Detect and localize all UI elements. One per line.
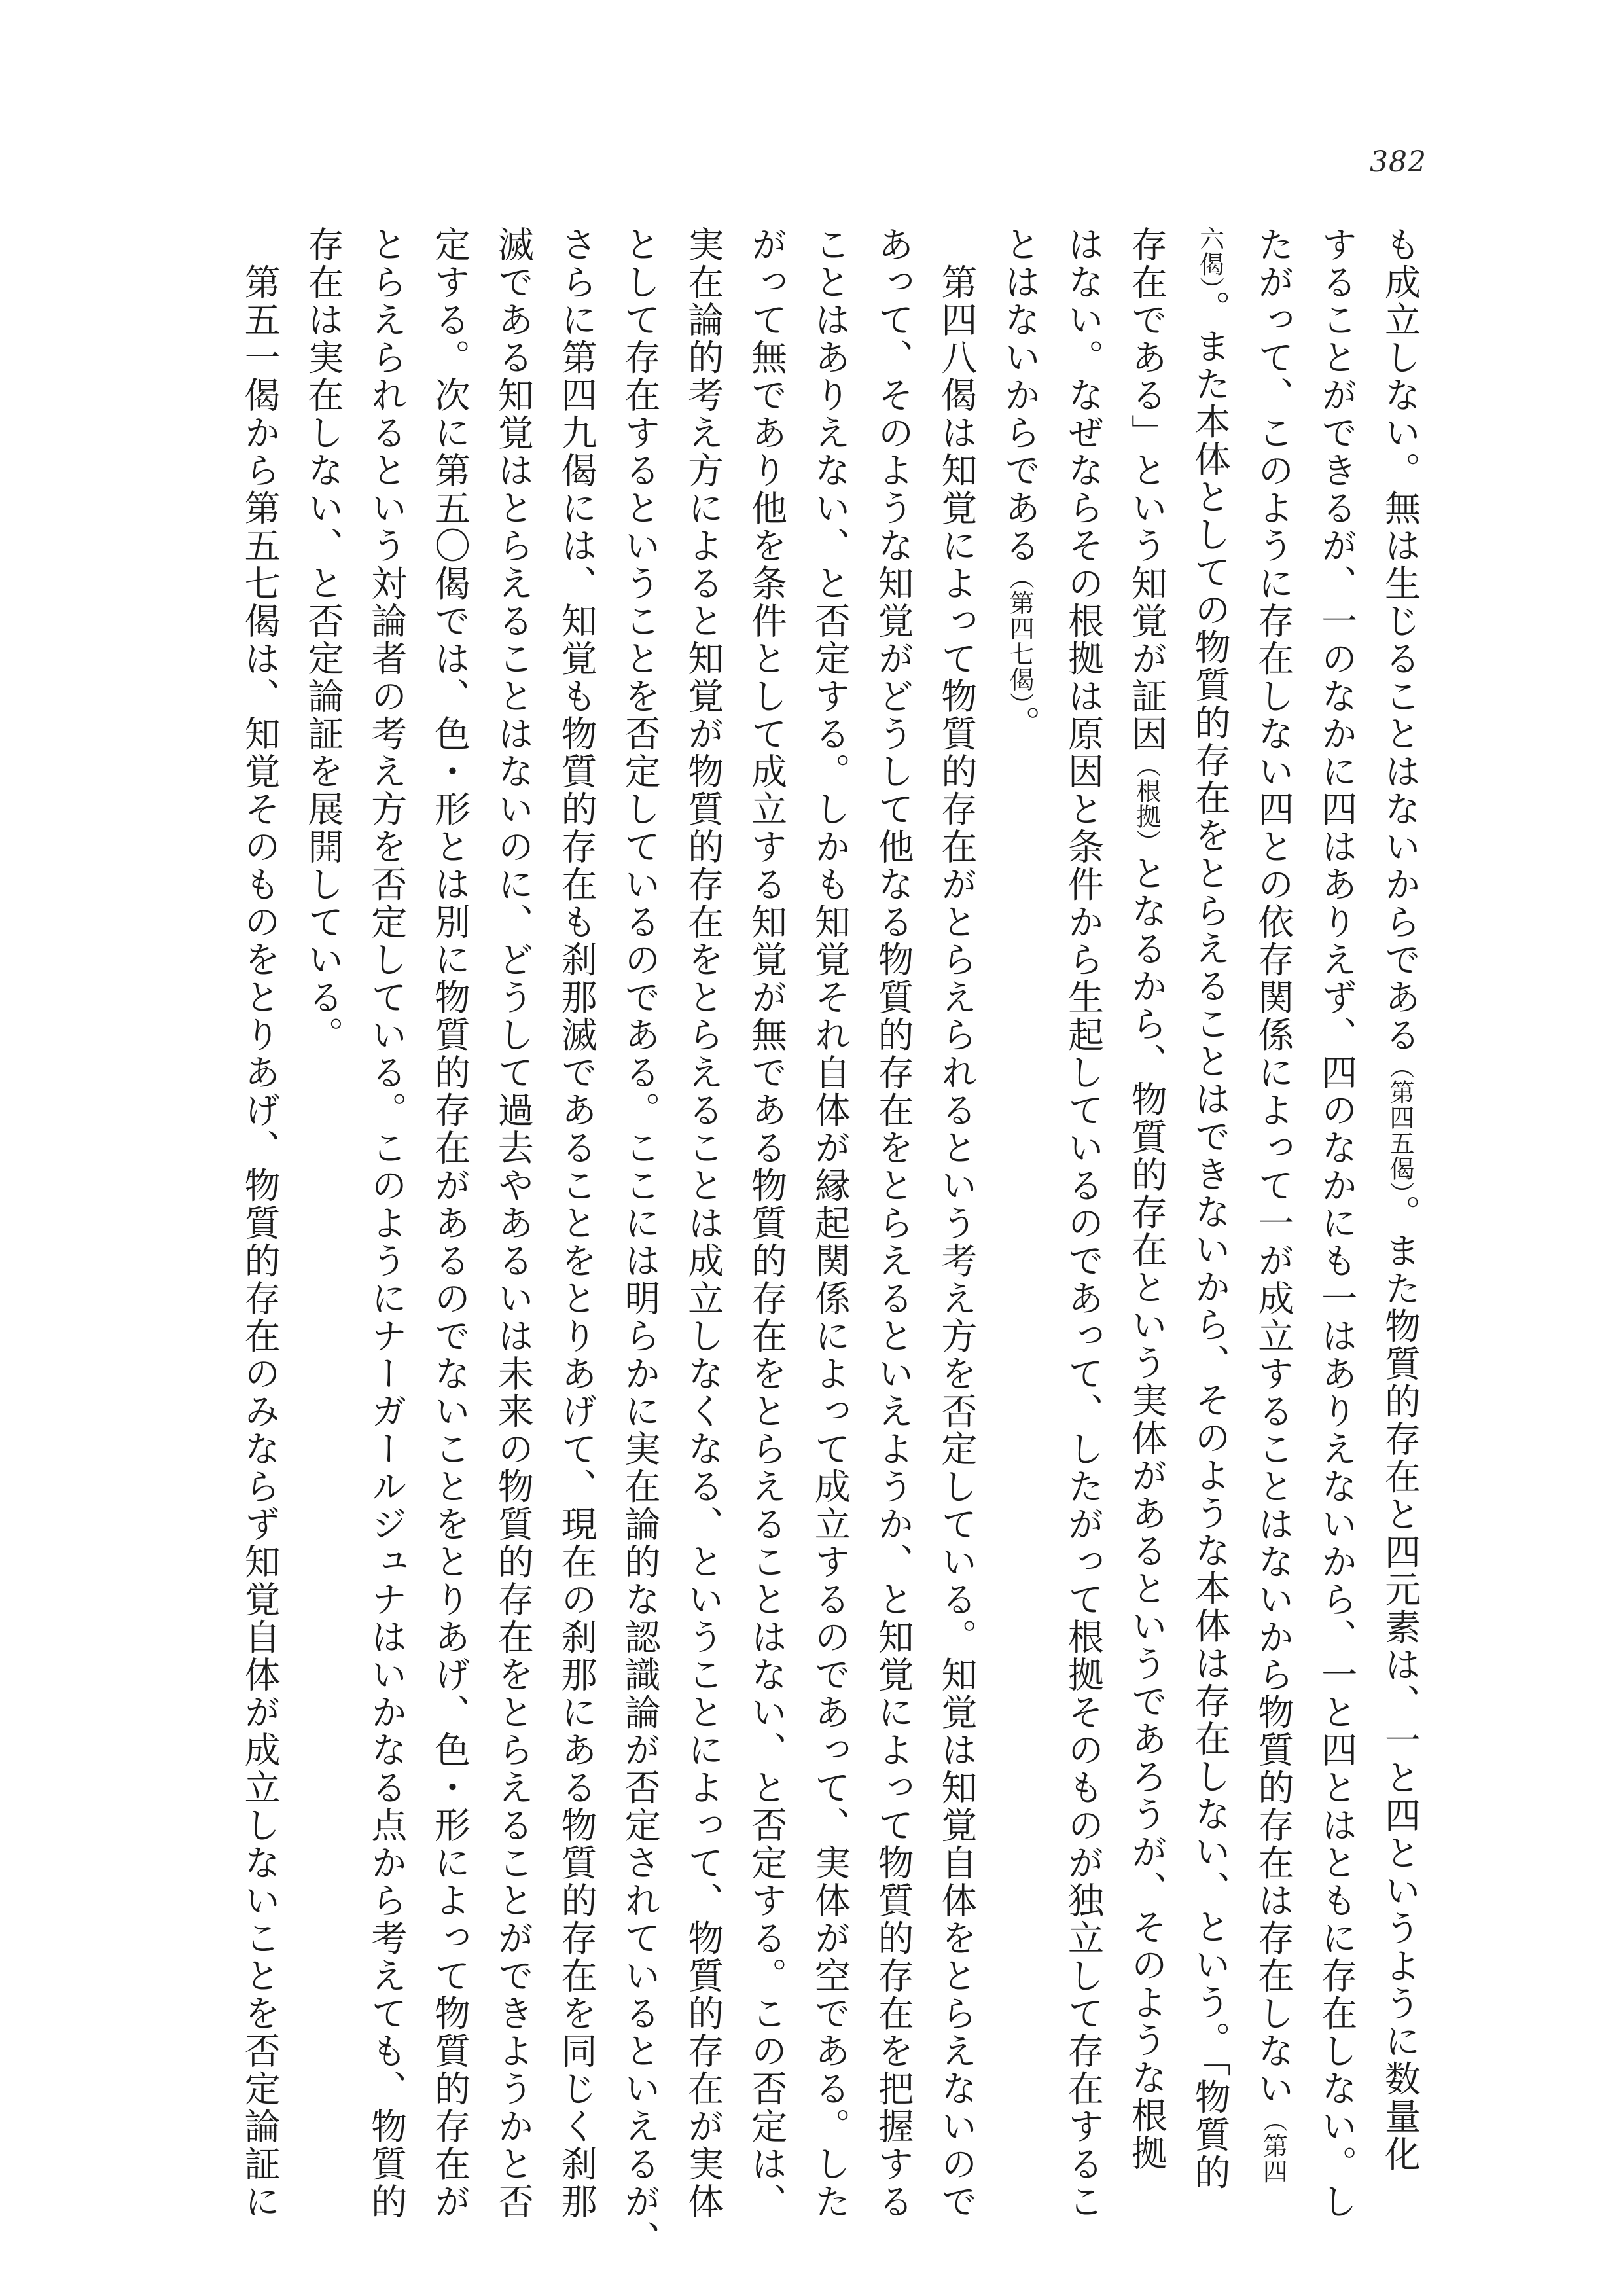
line-text: 第五一偈から第五七偈は、知覚そのものをとりあげ、物質的存在のみならず知覚自体が成立しないことを否定論証に — [238, 226, 281, 2221]
line-text: 実在論的考え方によると知覚が物質的存在をとらえることは成立しなくなる、ということによって、物質的存在が実体 — [682, 226, 724, 2221]
vertical-text-block — [196, 226, 1427, 2258]
line-text: たがって、このように存在しない四との依存関係によって一が成立することはないから物質的存在は存在しない — [1252, 226, 1294, 2108]
text-line — [486, 226, 540, 2221]
line-text: がって無であり他を条件として成立する知覚が無である物質的存在をとらえることはない、と否定する。この否定は、 — [745, 226, 788, 2221]
text-line — [1056, 226, 1110, 2221]
line-text: することができるが、一のなかに四はありえず、四のなかにも一はありえないから、一と四とはともに存在しない。し — [1315, 226, 1358, 2221]
line-text: ことはありえない、と否定する。しかも知覚それ自体が縁起関係によって成立するのであって、実体が空である。した — [808, 226, 851, 2221]
text-line — [993, 226, 1046, 1993]
text-line — [1246, 226, 1300, 2184]
text-line — [929, 226, 983, 2221]
line-text: 。また物質的存在と四元素は、一と四というように数量化 — [1379, 1194, 1421, 2173]
verse-reference: （第四五偈） — [1385, 1054, 1414, 1194]
line-text: 定する。次に第五〇偈では、色・形とは別に物質的存在があるのでないことをとりあげ、色・形によって物質的存在が — [429, 226, 471, 2221]
verse-reference: 六偈） — [1195, 226, 1224, 290]
text-line — [1183, 226, 1237, 2191]
line-text: となるから、物質的存在という実体があるというであろうが、そのような根拠 — [1125, 855, 1168, 2172]
line-text: さらに第四九偈には、知覚も物質的存在も刹那滅であることをとりあげて、現在の刹那にある物質的存在を同じく刹那 — [555, 226, 597, 2221]
line-text: として存在するということを否定しているのである。ここには明らかに実在論的な認識論が否定されているといえるが、 — [618, 226, 661, 2258]
line-text: 第四八偈は知覚によって物質的存在がとらえられるという考え方を否定している。知覚は知覚自体をとらえないので — [935, 226, 978, 2221]
line-text: 存在である」という知覚が証因 — [1125, 226, 1168, 753]
line-text: あって、そのような知覚がどうして他なる物質的存在をとらえるといえようか、と知覚によって物質的存在を把握する — [872, 226, 914, 2221]
text-line — [423, 226, 476, 2221]
text-line — [296, 226, 349, 1993]
line-text: とはないからである — [999, 226, 1041, 565]
line-text: 存在は実在しない、と否定論証を展開している。 — [302, 226, 344, 1054]
text-line — [233, 226, 287, 2221]
text-line — [1120, 226, 1173, 2172]
line-text: とらえられるという対論者の考え方を否定している。このようにナーガールジュナはいかなる点から考えても、物質的 — [365, 226, 408, 2221]
line-text: はない。なぜならその根拠は原因と条件から生起しているのであって、したがって根拠そのものが独立して存在するこ — [1062, 226, 1105, 2221]
text-line — [803, 226, 857, 2221]
verse-reference: （第四七偈） — [1005, 564, 1035, 706]
line-text: も成立しない。無は生じることはないからである — [1379, 226, 1421, 1054]
text-line — [1310, 226, 1363, 2221]
text-line — [1373, 226, 1427, 2173]
line-text: 。また本体としての物質的存在をとらえることはできないから、そのような本体は存在しない、という。「物質的 — [1188, 290, 1231, 2191]
text-line — [613, 226, 666, 2258]
line-text: 。 — [999, 705, 1041, 743]
text-line — [866, 226, 920, 2221]
page-number: 382 — [1370, 145, 1427, 179]
text-line — [740, 226, 793, 2221]
text-line — [359, 226, 413, 2221]
verse-reference: （根拠） — [1132, 753, 1161, 855]
line-text: 滅である知覚はとらえることはないのに、どうして過去やあるいは未来の物質的存在をとらえることができようかと否 — [491, 226, 534, 2221]
text-line — [676, 226, 730, 2221]
text-line — [550, 226, 603, 2221]
verse-reference: （第四 — [1258, 2108, 1288, 2184]
